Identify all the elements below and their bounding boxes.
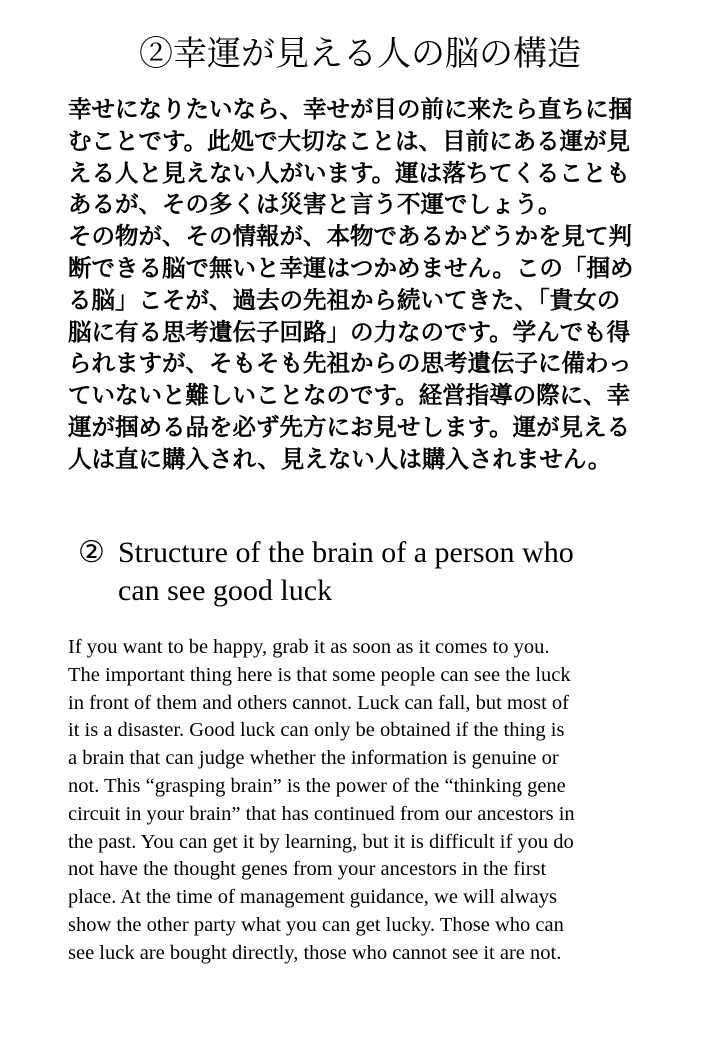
english-body-line: see luck are bought directly, those who cannot see it are not. [68, 941, 562, 964]
english-body-line: place. At the time of management guidance, we will always [68, 886, 557, 909]
japanese-body-line: る脳」こそが、過去の先祖から続いてきた、「貴女の [68, 285, 621, 314]
japanese-body-line: 断できる脳で無いと幸運はつかめません。この「掴め [68, 253, 634, 282]
english-title-number: ② [78, 536, 105, 569]
english-body-line: If you want to be happy, grab it as soon as it comes to you. [68, 636, 550, 658]
english-body-line: show the other party what you can get lucky. Those who can [68, 913, 564, 936]
japanese-body-line: ていないと難しいことなのです。経営指導の際に、幸 [68, 381, 631, 410]
english-body-line: not have the thought genes from your ancestors in the first [68, 858, 547, 881]
english-body-line: not. This “grasping brain” is the power of the “thinking gene [68, 774, 566, 797]
english-body-line: circuit in your brain” that has continued from our ancestors in [68, 802, 575, 825]
japanese-body-line: える人と見えない人がいます。運は落ちてくることも [68, 158, 630, 187]
japanese-body-line: 運が掴める品を必ず先方にお見せします。運が見える [68, 412, 631, 441]
english-title [78, 534, 698, 610]
japanese-body-line: 脳に有る思考遺伝子回路」の力なのです。学んでも得 [68, 317, 631, 346]
english-title-line-1: Structure of the brain of a person who [118, 536, 574, 569]
japanese-body-line: られますが、そもそも先祖からの思考遺伝子に備わっ [68, 349, 632, 378]
english-body-line: a brain that can judge whether the information is genuine or [68, 747, 559, 770]
japanese-body [68, 94, 668, 476]
japanese-body-line: むことです。此処で大切なことは、目前にある運が見 [68, 126, 631, 155]
english-body [68, 634, 668, 968]
english-body-line: it is a disaster. Good luck can only be obtained if the thing is [68, 719, 565, 742]
japanese-body-line: 人は直に購入され、見えない人は購入されません。 [68, 444, 612, 473]
english-body-line: the past. You can get it by learning, but it is difficult if you do [68, 830, 574, 853]
japanese-title: ②幸運が見える人の脳の構造 [139, 34, 581, 74]
english-body-line: in front of them and others cannot. Luck can fall, but most of [68, 691, 569, 714]
japanese-body-line: あるが、その多くは災害と言う不運でしょう。 [68, 190, 562, 219]
japanese-body-line: 幸せになりたいなら、幸せが目の前に来たら直ちに掴 [68, 95, 632, 123]
english-title-line-2: can see good luck [118, 574, 333, 607]
english-body-line: The important thing here is that some people can see the luck [68, 663, 571, 686]
japanese-body-line: その物が、その情報が、本物であるかどうかを見て判 [68, 222, 632, 251]
